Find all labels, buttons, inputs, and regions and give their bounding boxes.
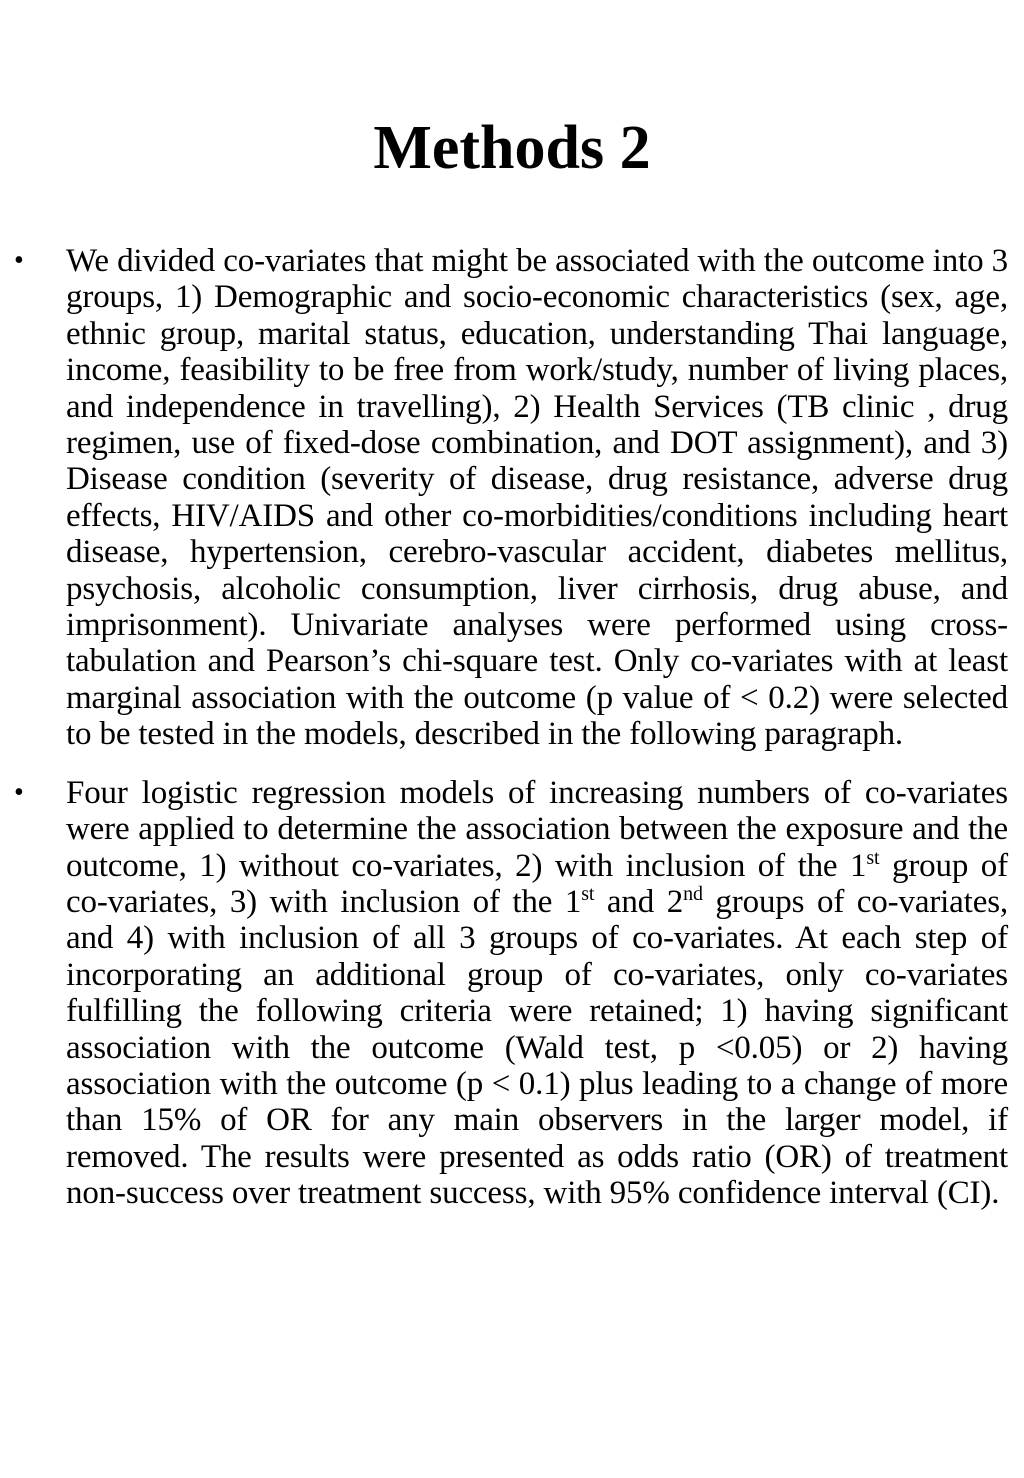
- text-segment: and 2: [594, 883, 684, 920]
- text-segment: group of co-variates, 3) with inclusion of the 1: [66, 847, 1008, 920]
- bullet-text: We divided co-variates that might be associated with the outcome into 3 groups, 1) Demographic and socio-economic characteristics (sex, age, ethnic group, marital status, education, understanding Thai language, income, feasibility to be free from work/study, number of living places, and independence in travelling), 2) Health Services (TB clinic , drug regimen, use of fixed-dose combination, and DOT assignment), and 3) Disease condition (severity of disease, drug resistance, adverse drug effects, HIV/AIDS and other co-morbidities/conditions including heart disease, hypertension, cerebro-vascular accident, diabetes mellitus, psychosis, alcoholic consumption, liver cirrhosis, drug abuse, and imprisonment). Univariate analyses were performed using cross-tabulation and Pearson’s chi-square test. Only co-variates with at least marginal association with the outcome (p value of < 0.2) were selected to be tested in the models, described in the following paragraph.: [66, 243, 1008, 753]
- bullet-item-regression-models: [0, 775, 1024, 1212]
- ordinal-suffix: st: [866, 846, 880, 869]
- ordinal-suffix: st: [581, 882, 595, 905]
- bullet-list: [0, 243, 1024, 1212]
- bullet-text: [66, 775, 1008, 1212]
- ordinal-suffix: nd: [683, 882, 703, 905]
- bullet-icon: •: [14, 776, 24, 808]
- text-segment: Four logistic regression models of increasing numbers of co-variates were applied to determine the association between the exposure and the outcome, 1) without co-variates, 2) with inclusion of the 1: [66, 774, 1008, 884]
- bullet-icon: •: [14, 245, 24, 276]
- bullet-item-covariates: [0, 243, 1024, 753]
- text-segment: groups of co-variates, and 4) with inclusion of all 3 groups of co-variates. At each step of incorporating an additional group of co-variates, only co-variates fulfilling the following criteria were retained; 1) having significant association with the outcome (Wald test, p <0.05) or 2) having association with the outcome (p < 0.1) plus leading to a change of more than 15% of OR for any main observers in the larger model, if removed. The results were presented as odds ratio (OR) of treatment non-success over treatment success, with 95% confidence interval (CI).: [66, 883, 1008, 1212]
- slide-title: Methods 2: [373, 114, 651, 182]
